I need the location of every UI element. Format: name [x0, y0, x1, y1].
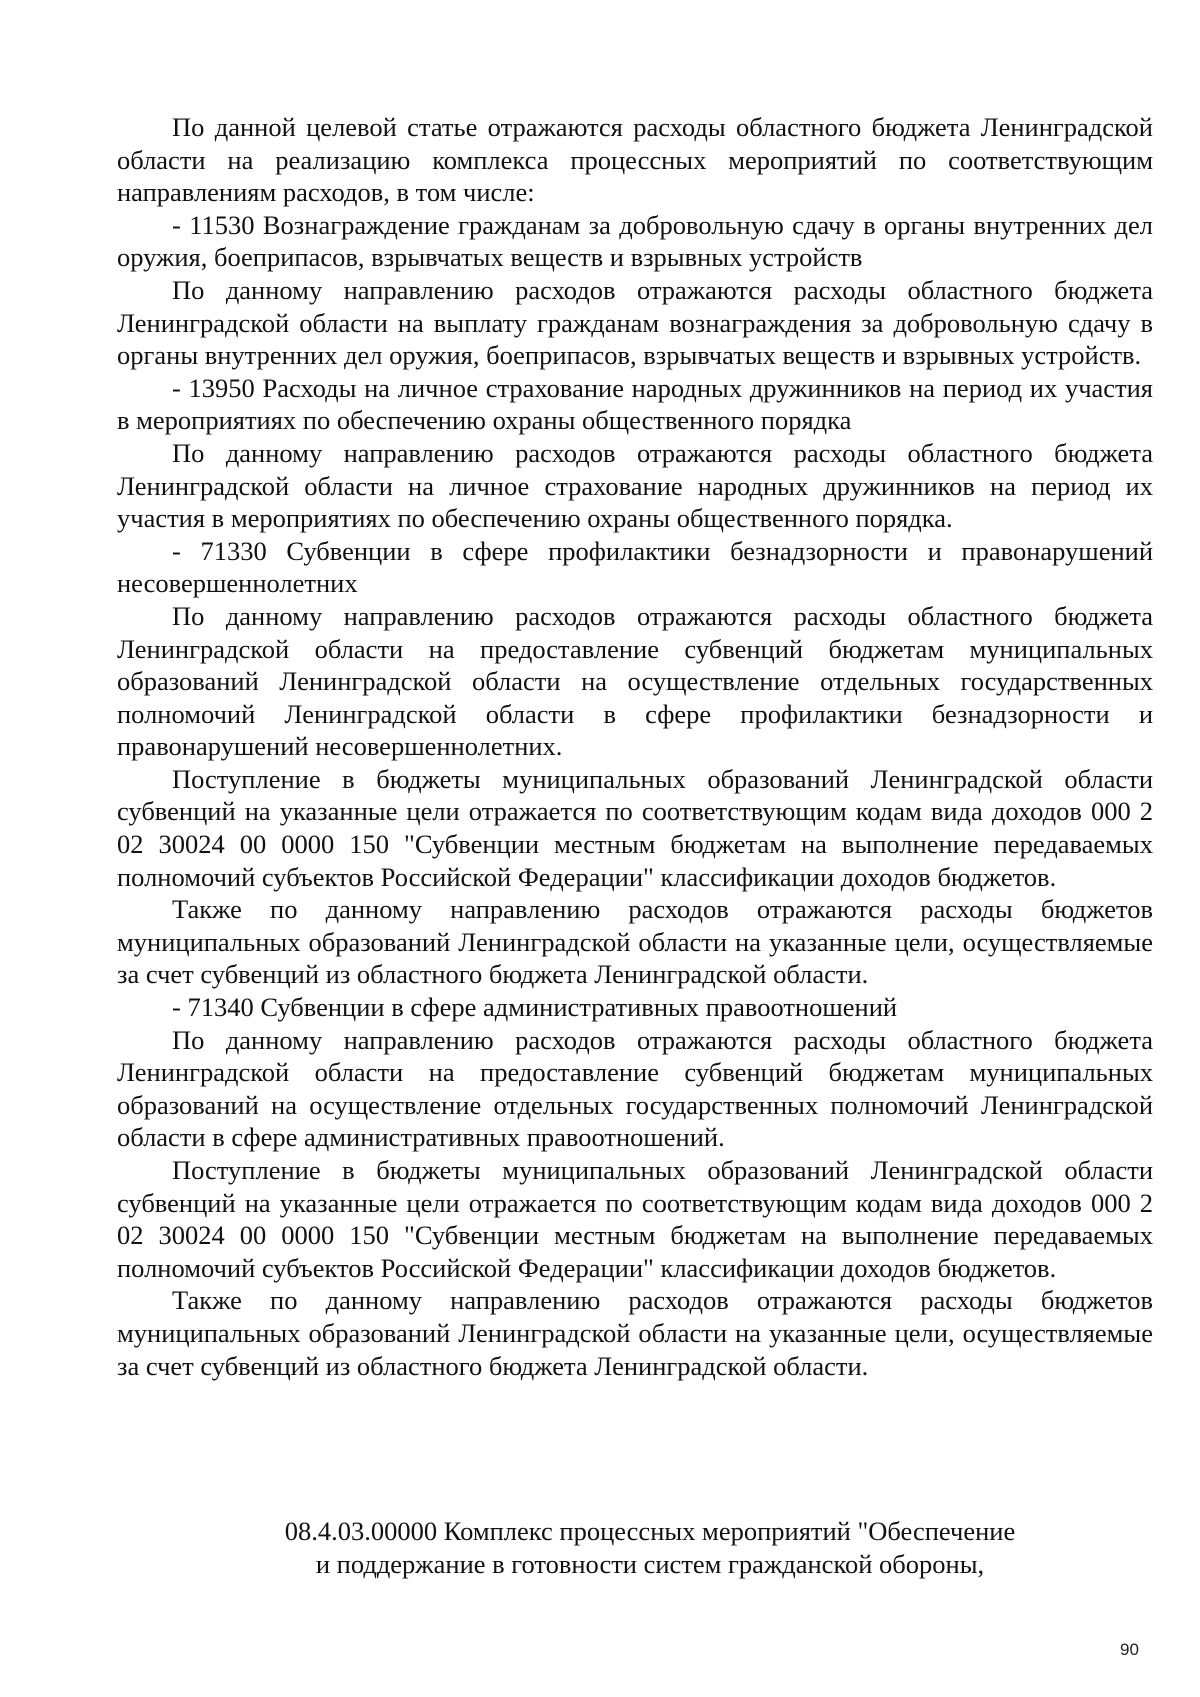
section-heading: [200, 1515, 1100, 1581]
paragraph-71340-revenue: Поступление в бюджеты муниципальных образований Ленинградской области субвенций на указанные цели отражается по соответствующим кодам вида доходов 000 2 02 30024 00 0000 150 "Субвенции местным бюджетам на выполнение передаваемых полномочий субъектов Российской Федерации" классификации доходов бюджетов.: [117, 1155, 1153, 1283]
paragraph-71330-description: По данному направлению расходов отражаются расходы областного бюджета Ленинградской области на предоставление субвенций бюджетам муниципальных образований Ленинградской области на осуществление отдельных государственных полномочий Ленинградской области в сфере профилактики безнадзорности и правонарушений несовершеннолетних.: [117, 600, 1153, 762]
paragraph-71340-municipal: Также по данному направлению расходов отражаются расходы бюджетов муниципальных образований Ленинградской области на указанные цели, осуществляемые за счет субвенций из областного бюджета Ленинградской области.: [117, 1285, 1153, 1381]
section-heading-line-2: и поддержание в готовности систем гражданской обороны,: [315, 1549, 985, 1579]
paragraph-item-13950: - 13950 Расходы на личное страхование народных дружинников на период их участия в мероприятиях по обеспечению охраны общественного порядка: [117, 372, 1153, 436]
paragraph-item-71340: - 71340 Субвенции в сфере административных правоотношений: [172, 992, 898, 1023]
document-body: [117, 111, 1153, 1382]
paragraph-71340-description: По данному направлению расходов отражаются расходы областного бюджета Ленинградской области на предоставление субвенций бюджетам муниципальных образований на осуществление отдельных государственных полномочий Ленинградской области в сфере административных правоотношений.: [117, 1024, 1153, 1153]
paragraph-11530-description: По данному направлению расходов отражаются расходы областного бюджета Ленинградской области на выплату гражданам вознаграждения за добровольную сдачу в органы внутренних дел оружия, боеприпасов, взрывчатых веществ и взрывных устройств.: [117, 274, 1153, 371]
paragraph-71330-municipal: Также по данному направлению расходов отражаются расходы бюджетов муниципальных образований Ленинградской области на указанные цели, осуществляемые за счет субвенций из областного бюджета Ленинградской области.: [117, 894, 1153, 990]
section-heading-line-1: 08.4.03.00000 Комплекс процессных мероприятий "Обеспечение: [284, 1516, 1016, 1546]
paragraph-71330-revenue: Поступление в бюджеты муниципальных образований Ленинградской области субвенций на указанные цели отражается по соответствующим кодам вида доходов 000 2 02 30024 00 0000 150 "Субвенции местным бюджетам на выполнение передаваемых полномочий субъектов Российской Федерации" классификации доходов бюджетов.: [117, 763, 1153, 892]
paragraph-item-71330: - 71330 Субвенции в сфере профилактики безнадзорности и правонарушений несовершеннолетних: [117, 535, 1153, 599]
paragraph-intro: По данной целевой статье отражаются расходы областного бюджета Ленинградской области на реализацию комплекса процессных мероприятий по соответствующим направлениям расходов, в том числе:: [117, 112, 1153, 208]
paragraph-item-11530: - 11530 Вознаграждение гражданам за добровольную сдачу в органы внутренних дел оружия, боеприпасов, взрывчатых веществ и взрывных устройств: [117, 209, 1153, 273]
paragraph-13950-description: По данному направлению расходов отражаются расходы областного бюджета Ленинградской области на личное страхование народных дружинников на период их участия в мероприятиях по обеспечению охраны общественного порядка.: [117, 437, 1153, 534]
page-number: 90: [1120, 1640, 1139, 1659]
